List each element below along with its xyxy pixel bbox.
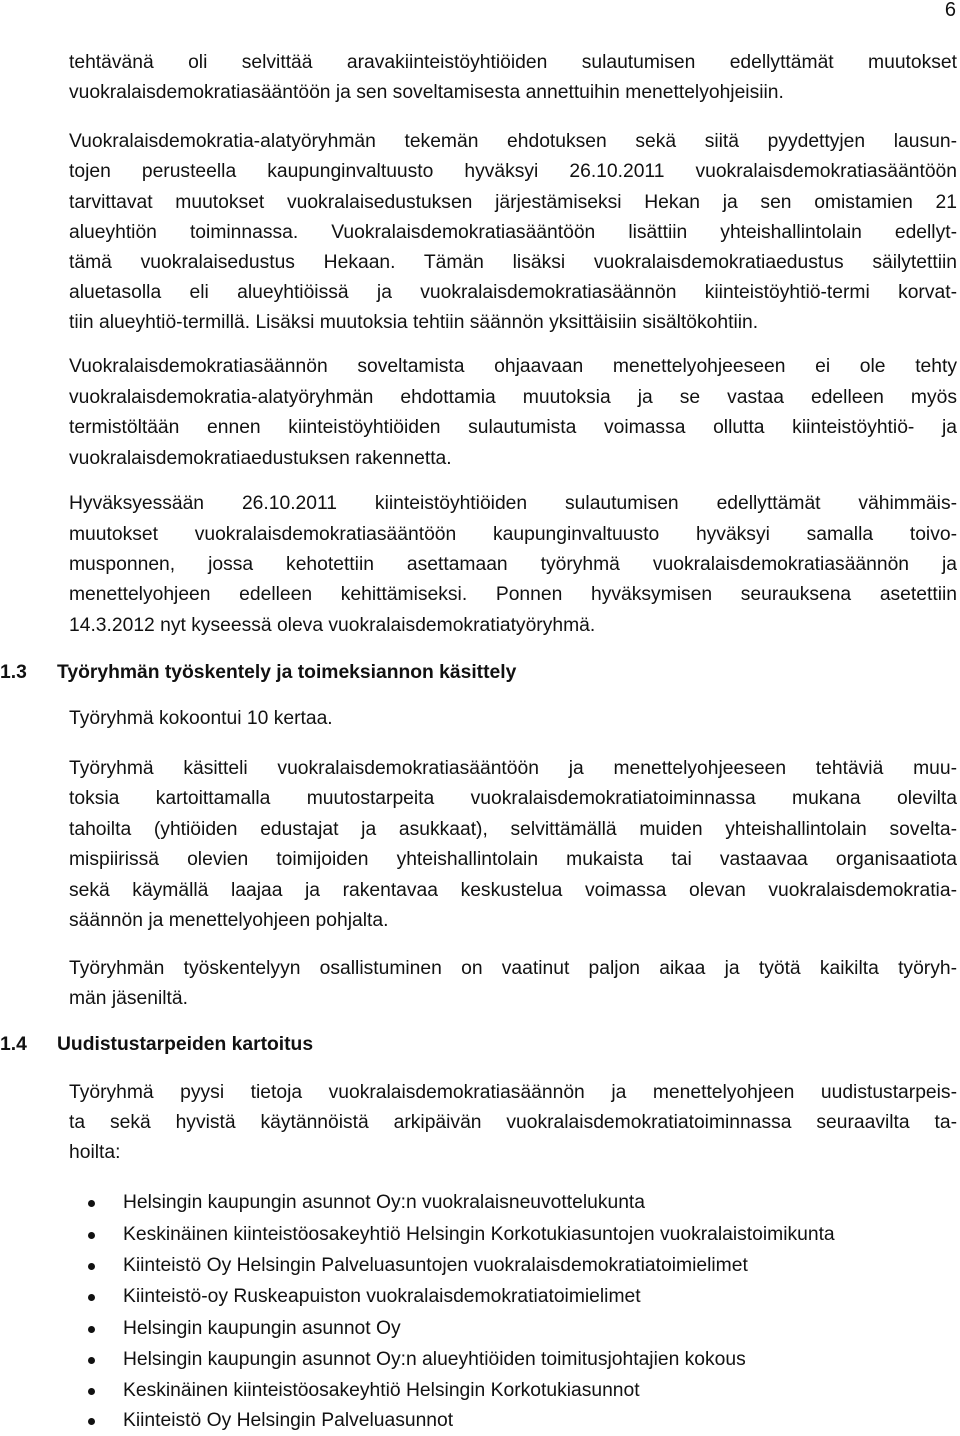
bullet-icon <box>88 1263 95 1270</box>
list-item-text: Keskinäinen kiinteistöosakeyhtiö Helsingin Korkotukiasuntojen vuokralaistoimikunta <box>123 1224 835 1245</box>
paragraph-2-line-1: Vuokralaisdemokratia-alatyöryhmän tekemän ehdotuksen sekä siitä pyydettyjen lausun- <box>69 131 957 152</box>
paragraph-4-line-5: 14.3.2012 nyt kyseessä oleva vuokralaisdemokratiatyöryhmä. <box>69 615 596 636</box>
section-title: Työryhmän työskentely ja toimeksiannon käsittely <box>57 662 517 683</box>
section-1-3-paragraph-2-line-4: mispiirissä olevien toimijoiden yhteishallintolain mukaista tai vastaavaa organisaatiota <box>69 849 957 870</box>
page-number: 6 <box>944 0 956 21</box>
section-1-3-paragraph-2-line-1: Työryhmä käsitteli vuokralaisdemokratiasääntöön ja menettelyohjeeseen tehtäviä muu- <box>69 758 957 779</box>
section-1-3-paragraph-3-line-1: Työryhmän työskentelyyn osallistuminen on vaatinut paljon aikaa ja työtä kaikilta työryh- <box>69 958 957 979</box>
section-1-4-intro-line-1: Työryhmä pyysi tietoja vuokralaisdemokratiasäännön ja menettelyohjeen uudistustarpeis- <box>69 1082 957 1103</box>
paragraph-3-line-2: vuokralaisdemokratia-alatyöryhmän ehdottamia muutoksia ja se vastaa edelleen myös <box>69 387 957 408</box>
paragraph-2-line-3: tarvittavat muutokset vuokralaisedustuksen järjestämiseksi Hekan ja sen omistamien 21 <box>69 192 957 213</box>
paragraph-3-line-3: termistöltään ennen kiinteistöyhtiöiden sulautumista voimassa ollutta kiinteistöyhtiö- ja <box>69 417 957 438</box>
section-1-3-paragraph-2-line-2: toksia kartoittamalla muutostarpeita vuokralaisdemokratiatoiminnassa mukana olevilta <box>69 788 957 809</box>
paragraph-4-line-1: Hyväksyessään 26.10.2011 kiinteistöyhtiöiden sulautumisen edellyttämät vähimmäis- <box>69 493 957 514</box>
section-1-4-intro-line-3: hoilta: <box>69 1142 121 1163</box>
list-item-text: Kiinteistö Oy Helsingin Palveluasuntojen vuokralaisdemokratiatoimielimet <box>123 1255 748 1276</box>
section-1-3-paragraph-2-line-5: sekä käymällä laajaa ja rakentavaa keskustelua voimassa olevan vuokralaisdemokratia- <box>69 880 957 901</box>
section-title: Uudistustarpeiden kartoitus <box>57 1034 314 1055</box>
list-item-text: Helsingin kaupungin asunnot Oy:n vuokralaisneuvottelukunta <box>123 1192 646 1213</box>
paragraph-3-line-4: vuokralaisdemokratiaedustuksen rakennetta. <box>69 448 452 469</box>
list-item-text: Keskinäinen kiinteistöosakeyhtiö Helsingin Korkotukiasunnot <box>123 1380 640 1401</box>
bullet-icon <box>88 1294 95 1301</box>
paragraph-1-line-1: tehtävänä oli selvittää aravakiinteistöyhtiöiden sulautumisen edellyttämät muutokset <box>69 52 957 73</box>
list-item-text: Helsingin kaupungin asunnot Oy:n alueyhtiöiden toimitusjohtajien kokous <box>123 1349 746 1370</box>
section-1-3-paragraph-3-line-2: män jäseniltä. <box>69 988 188 1009</box>
paragraph-4-line-3: musponnen, jossa kehotettiin asettamaan työryhmä vuokralaisdemokratiasäännön ja <box>69 554 957 575</box>
section-1-4-intro-line-2: ta sekä hyvistä käytännöistä arkipäivän vuokralaisdemokratiatoiminnassa seuraavilta ta- <box>69 1112 957 1133</box>
bullet-icon <box>88 1388 95 1395</box>
paragraph-2-line-7: tiin alueyhtiö-termillä. Lisäksi muutoksia tehtiin säännön yksittäisiin sisältökohtiin. <box>69 312 759 333</box>
list-item-text: Helsingin kaupungin asunnot Oy <box>123 1318 401 1339</box>
section-1-3-paragraph-1-line-1: Työryhmä kokoontui 10 kertaa. <box>69 708 333 729</box>
section-1-3-paragraph-2-line-6: säännön ja menettelyohjeen pohjalta. <box>69 910 389 931</box>
section-number: 1.3 <box>0 662 27 683</box>
paragraph-2-line-6: aluetasolla eli alueyhtiöissä ja vuokralaisdemokratiasäännön kiinteistöyhtiö-termi korvat- <box>69 282 957 303</box>
paragraph-2-line-2: tojen perusteella kaupunginvaltuusto hyväksyi 26.10.2011 vuokralaisdemokratiasääntöön <box>69 161 957 182</box>
paragraph-2-line-4: alueyhtiön toiminnassa. Vuokralaisdemokratiasääntöön lisättiin yhteishallintolain edellyt- <box>69 222 957 243</box>
paragraph-1-line-2: vuokralaisdemokratiasääntöön ja sen soveltamisesta annettuihin menettelyohjeisiin. <box>69 82 784 103</box>
paragraph-2-line-5: tämä vuokralaisedustus Hekaan. Tämän lisäksi vuokralaisdemokratiaedustus säilytettiin <box>69 252 957 273</box>
paragraph-4-line-2: muutokset vuokralaisdemokratiasääntöön kaupunginvaltuusto hyväksyi samalla toivo- <box>69 524 957 545</box>
bullet-icon <box>88 1200 95 1207</box>
list-item-text: Kiinteistö Oy Helsingin Palveluasunnot <box>123 1410 454 1431</box>
paragraph-4-line-4: menettelyohjeen edelleen kehittämiseksi. Ponnen hyväksymisen seurauksena asetettiin <box>69 584 957 605</box>
section-number: 1.4 <box>0 1034 27 1055</box>
list-item-text: Kiinteistö-oy Ruskeapuiston vuokralaisdemokratiatoimielimet <box>123 1286 641 1307</box>
bullet-icon <box>88 1418 95 1425</box>
bullet-icon <box>88 1232 95 1239</box>
bullet-icon <box>88 1326 95 1333</box>
section-1-3-paragraph-2-line-3: tahoilta (yhtiöiden edustajat ja asukkaat), selvittämällä muiden yhteishallintolain sovelta- <box>69 819 957 840</box>
paragraph-3-line-1: Vuokralaisdemokratiasäännön soveltamista ohjaavaan menettelyohjeeseen ei ole tehty <box>69 356 957 377</box>
bullet-icon <box>88 1357 95 1364</box>
